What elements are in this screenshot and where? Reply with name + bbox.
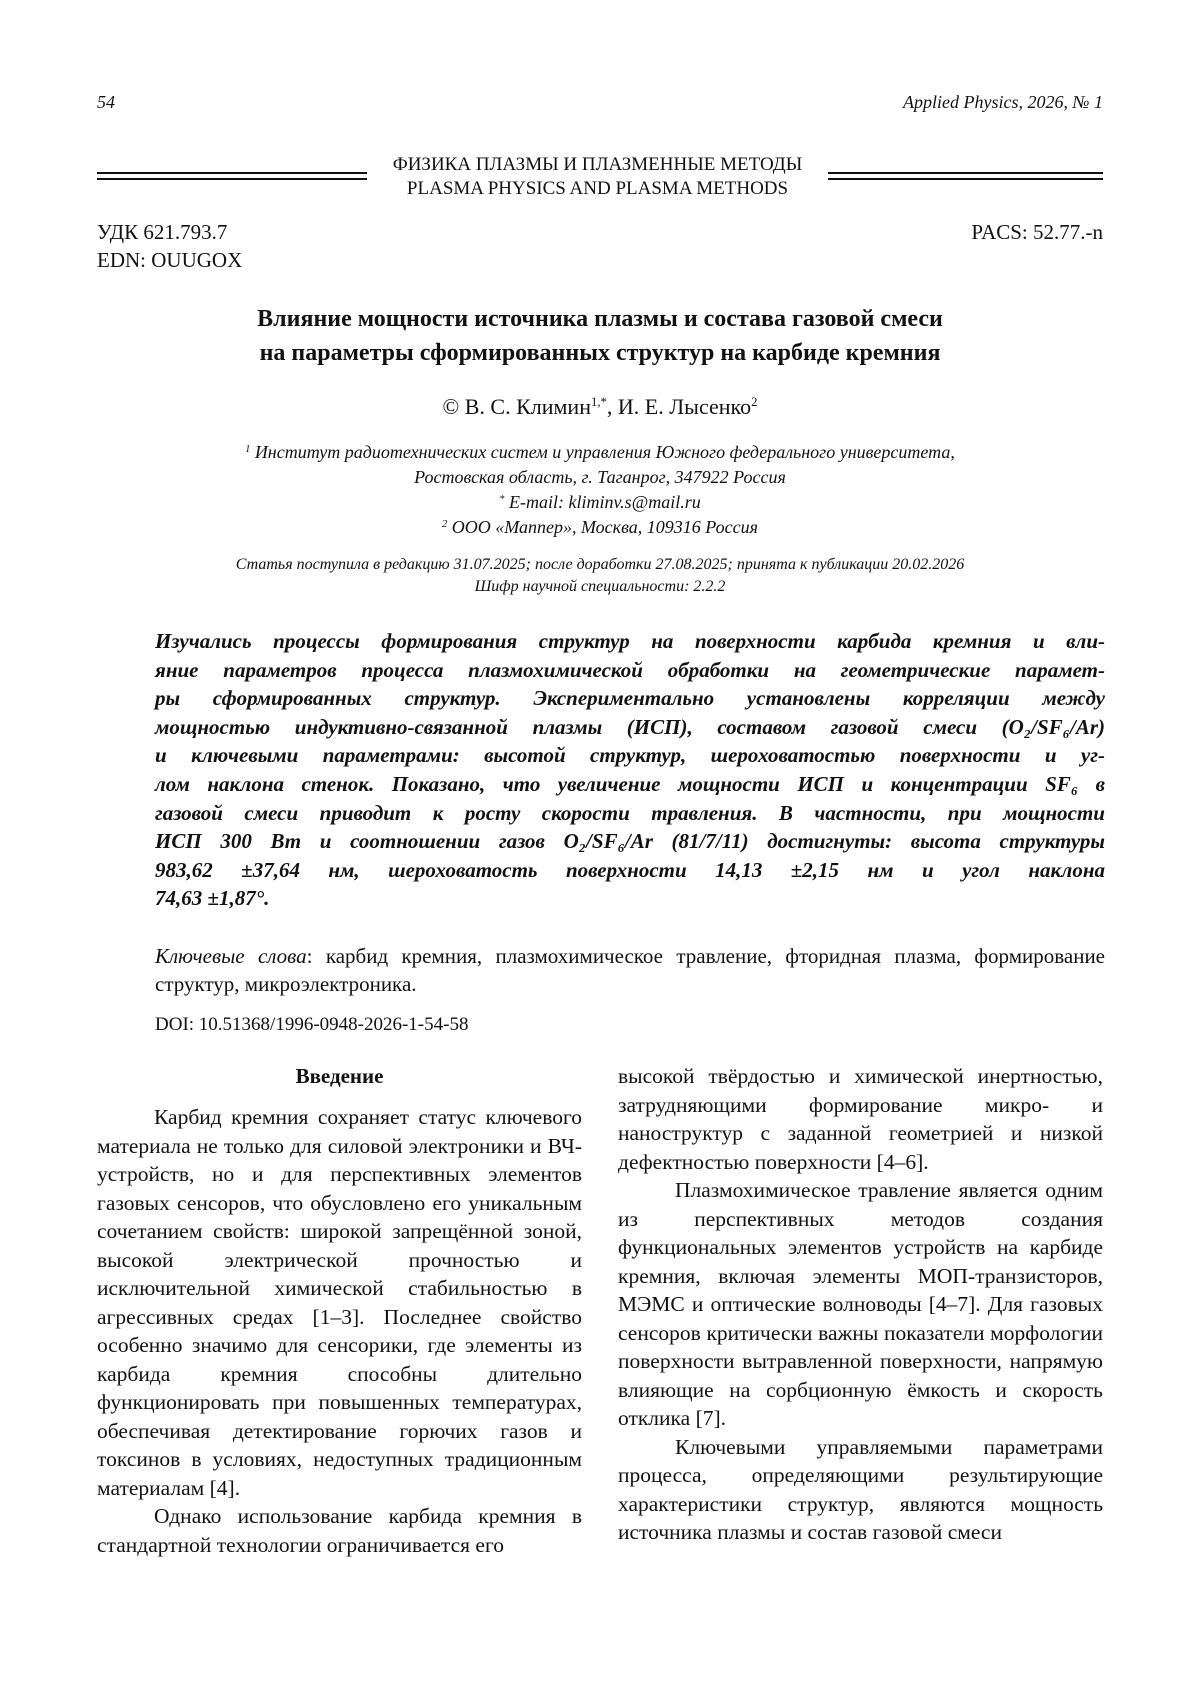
intro-heading: Введение: [295, 1064, 384, 1088]
keywords-label: Ключевые слова: [155, 944, 307, 968]
doi-link[interactable]: DOI: 10.51368/1996-0948-2026-1-54-58: [155, 1014, 469, 1035]
author-separator: ,: [606, 394, 613, 419]
abstract-line: лом наклона стенок. Показано, что увеличение мощности ИСП и концентрации SF₆ в: [155, 771, 1105, 796]
section-rule-left: [97, 172, 367, 180]
pacs-code: PACS: 52.77.-n: [971, 220, 1103, 244]
author-1-affiliation-mark: 1,*: [590, 395, 607, 410]
classification-codes: [97, 218, 242, 274]
body-paragraph: высокой твёрдостью и химической инертностью, затрудняющими формирование микро- и наноструктур с заданной геометрией и низкой дефектностью поверхности [4–6].: [618, 1064, 1103, 1174]
udk-code: УДК 621.793.7: [97, 220, 228, 244]
copyright-symbol: ©: [442, 394, 460, 419]
section-rule-right: [828, 172, 1103, 180]
section-title-ru: ФИЗИКА ПЛАЗМЫ И ПЛАЗМЕННЫЕ МЕТОДЫ: [392, 154, 803, 175]
body-paragraph: Ключевыми управляемыми параметрами процесса, определяющими результирующие характеристики структур, являются мощность источника плазмы и состав газовой смеси: [618, 1434, 1103, 1544]
body-column-left: [97, 1062, 582, 1559]
article-title-line-1: Влияние мощности источника плазмы и состава газовой смеси: [257, 306, 943, 332]
received-dates: Статья поступила в редакцию 31.07.2025; после доработки 27.08.2025; принята к публикации 20.02.2026: [235, 556, 965, 573]
abstract-line: яние параметров процесса плазмохимической обработки на геометрические парамет-: [155, 657, 1105, 682]
article-title: [97, 302, 1103, 370]
body-paragraph: Плазмохимическое травление является одним из перспективных методов создания функциональных элементов устройств на карбиде кремния, включая элементы МОП-транзисторов, МЭМС и оптические волноводы [4–7]. Для газовых сенсоров критически важны показатели морфологии поверхности вытравленной поверхности, напрямую влияющие на сорбционную ёмкость и скорость отклика [7].: [618, 1178, 1103, 1430]
affiliation-1-address: Ростовская область, г. Таганрог, 347922 Россия: [414, 467, 786, 487]
abstract-line: Изучались процессы формирования структур на поверхности карбида кремния и вли-: [155, 629, 1105, 653]
page-number: 54: [97, 92, 115, 112]
article-dates: [97, 554, 1103, 598]
abstract: [155, 627, 1105, 913]
journal-name: Applied Physics, 2026, № 1: [903, 92, 1103, 112]
author-list: [97, 392, 1103, 422]
author-2-affiliation-mark: 2: [751, 395, 758, 410]
section-titles: [369, 153, 826, 201]
author-1: В. С. Климин: [464, 394, 591, 419]
affiliation-2-mark: 2: [442, 518, 448, 530]
affiliations: [97, 440, 1103, 540]
email-mark: *: [499, 493, 505, 505]
abstract-line: и ключевыми параметрами: высотой структур, шероховатостью поверхности и уг-: [155, 743, 1105, 768]
abstract-line: 983,62 ±37,64 нм, шероховатость поверхности 14,13 ±2,15 нм и угол наклона: [155, 857, 1105, 882]
body-column-right: [618, 1062, 1103, 1547]
body-paragraph: Карбид кремния сохраняет статус ключевого материала не только для силовой электроники и ВЧ-устройств, но и для перспективных элементов газовых сенсоров, что обусловлено его уникальным сочетанием свойств: широкой запрещённой зоной, высокой электрической прочностью и исключительной химической стабильностью в агрессивных средах [1–3]. Последнее свойство особенно значимо для сенсорики, где элементы из карбида кремния способны длительно функционировать при повышенных температурах, обеспечивая детектирование горючих газов и токсинов в условиях, недоступных традиционным материалам [4].: [97, 1105, 582, 1500]
keywords: [155, 942, 1105, 998]
section-heading: [97, 153, 1103, 203]
keywords-text: : карбид кремния, плазмохимическое травление, фторидная плазма, формирование структур, микроэлектроника.: [155, 944, 1105, 996]
abstract-line: 74,63 ±1,87°.: [155, 886, 270, 911]
affiliation-2: $^2$ ООО «Маппер», Москва, 109316 Россия: [442, 517, 758, 537]
abstract-line: мощностью индуктивно-связанной плазмы (ИСП), составом газовой смеси (O₂/SF₆/Ar): [155, 714, 1105, 739]
article-title-line-2: на параметры сформированных структур на карбиде кремния: [259, 340, 941, 366]
abstract-line: газовой смеси приводит к росту скорости травления. В частности, при мощности: [155, 800, 1105, 825]
abstract-line: ИСП 300 Вт и соотношении газов O₂/SF₆/Ar (81/7/11) достигнуты: высота структуры: [155, 829, 1105, 854]
edn-code: EDN: OUUGOX: [97, 248, 243, 272]
specialty-code: Шифр научной специальности: 2.2.2: [474, 578, 726, 595]
abstract-line: ры сформированных структур. Экспериментально установлены корреляции между: [155, 686, 1105, 711]
email-link[interactable]: E-mail: kliminv.s@mail.ru: [509, 492, 701, 512]
author-2: И. Е. Лысенко: [617, 394, 752, 419]
running-header: [97, 92, 1103, 118]
section-title-en: PLASMA PHYSICS AND PLASMA METHODS: [406, 178, 789, 199]
body-paragraph: Однако использование карбида кремния в стандартной технологии ограничивается его: [97, 1504, 582, 1557]
affiliation-1-mark: 1: [245, 443, 251, 455]
affiliation-1: $^1$ Институт радиотехнических систем и управления Южного федерального университета,: [245, 442, 955, 462]
corresponding-email: [97, 490, 1103, 515]
